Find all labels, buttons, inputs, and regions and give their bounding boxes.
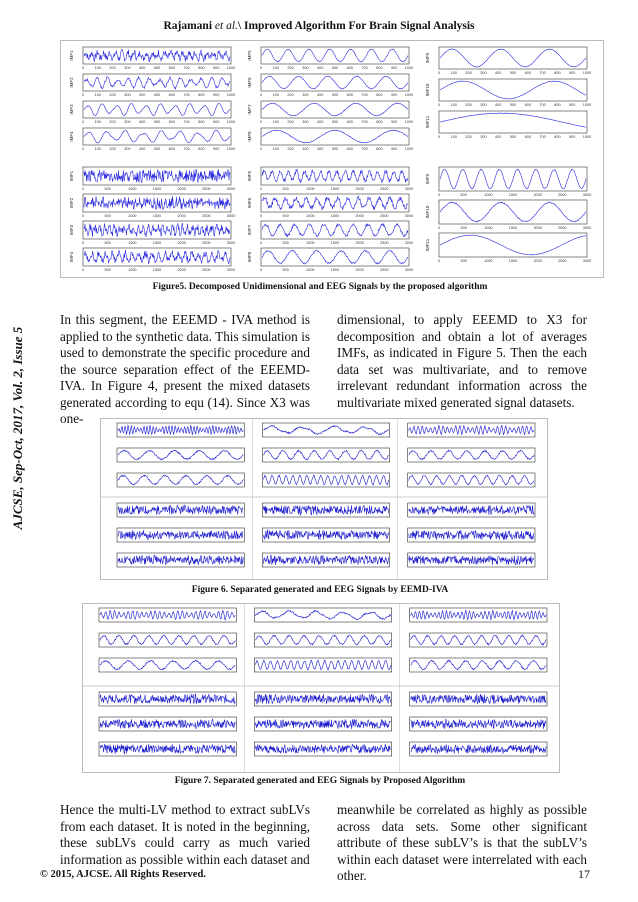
x-tick-label: 1000 xyxy=(306,268,315,272)
x-tick-label: 200 xyxy=(287,66,294,70)
x-tick-label: 3000 xyxy=(226,187,236,191)
imf-axis-label: IMF8 xyxy=(247,131,252,142)
figure6-caption: Figure 6. Separated generated and EEG Signals by EEMD-IVA xyxy=(191,585,449,595)
x-tick-label: 200 xyxy=(109,120,116,124)
x-tick-label: 900 xyxy=(569,135,576,139)
x-tick-label: 2000 xyxy=(177,268,186,272)
x-tick-label: 0 xyxy=(259,120,263,124)
plot-frame xyxy=(408,553,535,567)
x-tick-label: 2500 xyxy=(202,187,211,191)
x-tick-label: 1000 xyxy=(306,214,315,218)
x-tick-label: 500 xyxy=(104,268,111,272)
imf-axis-label: IMF4 xyxy=(69,251,74,263)
x-tick-label: 2500 xyxy=(380,241,389,245)
x-tick-label: 600 xyxy=(346,120,353,124)
x-tick-label: 800 xyxy=(376,147,383,151)
x-tick-label: 500 xyxy=(331,147,339,151)
x-tick-label: 700 xyxy=(183,147,190,151)
x-tick-label: 3000 xyxy=(582,193,592,197)
x-tick-label: 2000 xyxy=(355,268,364,272)
x-tick-label: 2000 xyxy=(177,241,186,245)
x-tick-label: 1000 xyxy=(226,147,236,151)
imf-axis-label: IMF6 xyxy=(247,197,252,209)
x-tick-label: 0 xyxy=(437,259,441,263)
x-tick-label: 300 xyxy=(302,147,309,151)
x-tick-label: 600 xyxy=(524,71,531,75)
x-tick-label: 2500 xyxy=(380,187,389,191)
x-tick-label: 200 xyxy=(109,147,116,151)
header-separator: \ xyxy=(237,20,242,32)
x-tick-label: 200 xyxy=(465,103,472,107)
x-tick-label: 300 xyxy=(124,120,131,124)
x-tick-label: 500 xyxy=(331,93,339,97)
x-tick-label: 400 xyxy=(139,120,146,124)
x-tick-label: 0 xyxy=(81,268,85,272)
x-tick-label: 300 xyxy=(302,120,309,124)
x-tick-label: 300 xyxy=(480,103,487,107)
journal-side-label: AJCSE, Sep-Oct, 2017, Vol. 2, Issue 5 xyxy=(10,326,25,530)
plot-frame xyxy=(117,448,244,462)
x-tick-label: 1500 xyxy=(508,193,518,197)
plot-frame xyxy=(439,111,587,133)
x-tick-label: 700 xyxy=(361,147,368,151)
x-tick-label: 400 xyxy=(495,135,502,139)
x-tick-label: 100 xyxy=(272,147,279,151)
x-tick-label: 400 xyxy=(317,93,324,97)
x-tick-label: 2500 xyxy=(558,226,567,230)
imf-axis-label: IMF10 xyxy=(425,205,430,219)
x-tick-label: 900 xyxy=(391,147,398,151)
imf-axis-label: IMF10 xyxy=(425,83,430,97)
x-tick-label: 200 xyxy=(287,93,294,97)
x-tick-label: 3000 xyxy=(404,187,414,191)
x-tick-label: 0 xyxy=(259,66,263,70)
x-tick-label: 600 xyxy=(346,93,353,97)
x-tick-label: 700 xyxy=(539,71,546,75)
x-tick-label: 500 xyxy=(509,135,517,139)
x-tick-label: 1500 xyxy=(508,226,518,230)
x-tick-label: 800 xyxy=(198,66,205,70)
x-tick-label: 2500 xyxy=(558,193,567,197)
x-tick-label: 3000 xyxy=(404,241,414,245)
x-tick-label: 200 xyxy=(287,147,294,151)
x-tick-label: 2500 xyxy=(380,214,389,218)
x-tick-label: 500 xyxy=(509,71,517,75)
x-tick-label: 1000 xyxy=(226,120,236,124)
x-tick-label: 900 xyxy=(213,93,220,97)
imf-axis-label: IMF5 xyxy=(247,50,252,61)
imf-axis-label: IMF5 xyxy=(247,170,252,182)
x-tick-label: 0 xyxy=(259,241,263,245)
header-etal: et al. xyxy=(214,20,238,32)
x-tick-label: 900 xyxy=(569,103,576,107)
x-tick-label: 500 xyxy=(282,268,289,272)
x-tick-label: 700 xyxy=(539,135,546,139)
x-tick-label: 1000 xyxy=(484,226,493,230)
x-tick-label: 400 xyxy=(139,66,146,70)
x-tick-label: 1000 xyxy=(404,66,414,70)
plot-frame xyxy=(99,658,236,672)
x-tick-label: 3000 xyxy=(226,268,236,272)
x-tick-label: 500 xyxy=(460,226,467,230)
x-tick-label: 600 xyxy=(168,147,175,151)
x-tick-label: 1500 xyxy=(152,187,162,191)
x-tick-label: 900 xyxy=(391,93,398,97)
x-tick-label: 100 xyxy=(450,135,457,139)
x-tick-label: 100 xyxy=(272,93,279,97)
x-tick-label: 900 xyxy=(213,147,220,151)
x-tick-label: 700 xyxy=(183,120,190,124)
x-tick-label: 1000 xyxy=(404,93,414,97)
x-tick-label: 500 xyxy=(282,214,289,218)
x-tick-label: 600 xyxy=(346,66,353,70)
x-tick-label: 2000 xyxy=(355,241,364,245)
x-tick-label: 400 xyxy=(139,147,146,151)
x-tick-label: 800 xyxy=(554,71,561,75)
imf-axis-label: IMF7 xyxy=(247,104,252,115)
figure7-image xyxy=(82,603,560,773)
x-tick-label: 0 xyxy=(81,66,85,70)
x-tick-label: 100 xyxy=(94,147,101,151)
x-tick-label: 700 xyxy=(361,66,368,70)
x-tick-label: 800 xyxy=(376,120,383,124)
x-tick-label: 0 xyxy=(81,120,85,124)
x-tick-label: 0 xyxy=(437,193,441,197)
x-tick-label: 1000 xyxy=(306,241,315,245)
x-tick-label: 800 xyxy=(198,120,205,124)
x-tick-label: 2500 xyxy=(380,268,389,272)
x-tick-label: 500 xyxy=(153,93,161,97)
imf-axis-label: IMF2 xyxy=(69,197,74,209)
x-tick-label: 500 xyxy=(104,187,111,191)
x-tick-label: 400 xyxy=(495,103,502,107)
x-tick-label: 300 xyxy=(480,135,487,139)
x-tick-label: 600 xyxy=(168,120,175,124)
x-tick-label: 500 xyxy=(104,214,111,218)
x-tick-label: 400 xyxy=(317,120,324,124)
x-tick-label: 400 xyxy=(495,71,502,75)
paragraph2-right: meanwhile be correlated as highly as possible across data sets. Some other significant attribute of these subLV’s is that the subLV’s within each dataset were interrelated with each other. xyxy=(337,802,587,883)
x-tick-label: 500 xyxy=(460,193,467,197)
x-tick-label: 500 xyxy=(153,120,161,124)
x-tick-label: 500 xyxy=(282,241,289,245)
paragraph1-left: In this segment, the EEEMD - IVA method is applied to the synthetic data. This simulation is used to demonstrate the specific procedure and the source separation effect of the EEEMD-IVA. In Figure 4, present the mixed datasets generated according to equ (14). Since X3 was one- xyxy=(60,312,310,426)
x-tick-label: 200 xyxy=(109,93,116,97)
x-tick-label: 700 xyxy=(361,120,368,124)
x-tick-label: 2500 xyxy=(202,268,211,272)
x-tick-label: 700 xyxy=(539,103,546,107)
x-tick-label: 2500 xyxy=(202,214,211,218)
x-tick-label: 1000 xyxy=(582,103,592,107)
x-tick-label: 200 xyxy=(109,66,116,70)
imf-axis-label: IMF11 xyxy=(425,115,430,129)
imf-axis-label: IMF9 xyxy=(425,52,430,64)
x-tick-label: 0 xyxy=(81,214,85,218)
imf-axis-label: IMF11 xyxy=(425,238,430,252)
x-tick-label: 2000 xyxy=(177,214,186,218)
x-tick-label: 100 xyxy=(272,66,279,70)
x-tick-label: 300 xyxy=(480,71,487,75)
x-tick-label: 700 xyxy=(361,93,368,97)
x-tick-label: 1000 xyxy=(404,147,414,151)
figure7-caption: Figure 7. Separated generated and EEG Signals by Proposed Algorithm xyxy=(174,776,466,786)
x-tick-label: 1000 xyxy=(484,193,493,197)
x-tick-label: 3000 xyxy=(582,226,592,230)
x-tick-label: 100 xyxy=(272,120,279,124)
imf-axis-label: IMF3 xyxy=(69,224,74,236)
x-tick-label: 2000 xyxy=(177,187,186,191)
x-tick-label: 600 xyxy=(168,93,175,97)
x-tick-label: 0 xyxy=(259,214,263,218)
x-tick-label: 2000 xyxy=(355,187,364,191)
x-tick-label: 900 xyxy=(213,66,220,70)
x-tick-label: 2000 xyxy=(533,259,542,263)
x-tick-label: 0 xyxy=(81,93,85,97)
x-tick-label: 500 xyxy=(153,66,161,70)
x-tick-label: 1000 xyxy=(128,268,137,272)
plot-frame xyxy=(408,528,535,542)
x-tick-label: 1000 xyxy=(306,187,315,191)
plot-frame xyxy=(262,528,389,542)
x-tick-label: 600 xyxy=(524,135,531,139)
x-tick-label: 1500 xyxy=(152,214,162,218)
header-title: Improved Algorithm For Brain Signal Analysis xyxy=(243,20,475,32)
figure5-plots xyxy=(61,41,603,277)
x-tick-label: 600 xyxy=(346,147,353,151)
x-tick-label: 300 xyxy=(302,93,309,97)
x-tick-label: 500 xyxy=(282,187,289,191)
x-tick-label: 300 xyxy=(302,66,309,70)
x-tick-label: 100 xyxy=(450,71,457,75)
x-tick-label: 500 xyxy=(509,103,517,107)
figure6-image xyxy=(100,418,548,580)
x-tick-label: 700 xyxy=(183,66,190,70)
x-tick-label: 800 xyxy=(554,135,561,139)
x-tick-label: 500 xyxy=(104,241,111,245)
x-tick-label: 0 xyxy=(81,147,85,151)
imf-axis-label: IMF8 xyxy=(247,251,252,263)
header-authors: Rajamani xyxy=(163,20,213,32)
x-tick-label: 300 xyxy=(124,147,131,151)
imf-axis-label: IMF9 xyxy=(425,173,430,185)
x-tick-label: 600 xyxy=(524,103,531,107)
x-tick-label: 1500 xyxy=(152,241,162,245)
x-tick-label: 200 xyxy=(465,135,472,139)
imf-axis-label: IMF7 xyxy=(247,224,252,236)
x-tick-label: 800 xyxy=(554,103,561,107)
paragraph1-right: dimensional, to apply EEEMD to X3 for decomposition and obtain a lot of averages IMFs, as indicated in Figure 5. Then the each data set was multivariate, and to remove irrelevant redundant information across the multivariate mixed generated signal datasets. xyxy=(337,312,587,410)
x-tick-label: 200 xyxy=(465,71,472,75)
footer-copyright: © 2015, AJCSE. All Rights Reserved. xyxy=(40,869,206,880)
x-tick-label: 900 xyxy=(391,66,398,70)
plot-frame xyxy=(439,79,587,101)
x-tick-label: 800 xyxy=(198,93,205,97)
x-tick-label: 500 xyxy=(331,66,339,70)
x-tick-label: 1500 xyxy=(330,268,340,272)
imf-axis-label: IMF2 xyxy=(69,77,74,88)
figure7-plots xyxy=(83,604,559,772)
x-tick-label: 3000 xyxy=(404,268,414,272)
x-tick-label: 800 xyxy=(198,147,205,151)
x-tick-label: 100 xyxy=(94,66,101,70)
x-tick-label: 100 xyxy=(450,103,457,107)
x-tick-label: 700 xyxy=(183,93,190,97)
x-tick-label: 2500 xyxy=(558,259,567,263)
x-tick-label: 500 xyxy=(153,147,161,151)
x-tick-label: 200 xyxy=(287,120,294,124)
running-header xyxy=(0,20,638,32)
x-tick-label: 0 xyxy=(437,226,441,230)
plot-frame xyxy=(261,167,409,185)
x-tick-label: 900 xyxy=(391,120,398,124)
x-tick-label: 3000 xyxy=(404,214,414,218)
x-tick-label: 1500 xyxy=(508,259,518,263)
imf-axis-label: IMF3 xyxy=(69,104,74,115)
x-tick-label: 3000 xyxy=(582,259,592,263)
page-number: 17 xyxy=(578,867,590,881)
x-tick-label: 1000 xyxy=(484,259,493,263)
x-tick-label: 1000 xyxy=(128,187,137,191)
paragraph2-left: Hence the multi-LV method to extract subLVs from each dataset. It is noted in the beginning, these subLVs could carry as much varied information as possible within each dataset and xyxy=(60,802,310,867)
x-tick-label: 400 xyxy=(317,66,324,70)
x-tick-label: 1500 xyxy=(330,241,340,245)
x-tick-label: 900 xyxy=(213,120,220,124)
x-tick-label: 300 xyxy=(124,66,131,70)
x-tick-label: 100 xyxy=(94,93,101,97)
x-tick-label: 1000 xyxy=(582,71,592,75)
x-tick-label: 900 xyxy=(569,71,576,75)
x-tick-label: 1000 xyxy=(226,66,236,70)
x-tick-label: 1000 xyxy=(226,93,236,97)
x-tick-label: 2000 xyxy=(355,214,364,218)
x-tick-label: 1500 xyxy=(152,268,162,272)
x-tick-label: 1500 xyxy=(330,214,340,218)
x-tick-label: 400 xyxy=(317,147,324,151)
figure6-plots xyxy=(101,419,547,579)
plot-frame xyxy=(261,248,409,266)
plot-frame xyxy=(83,248,231,266)
x-tick-label: 600 xyxy=(168,66,175,70)
x-tick-label: 0 xyxy=(81,187,85,191)
x-tick-label: 1000 xyxy=(404,120,414,124)
x-tick-label: 800 xyxy=(376,66,383,70)
x-tick-label: 2000 xyxy=(533,193,542,197)
x-tick-label: 800 xyxy=(376,93,383,97)
imf-axis-label: IMF6 xyxy=(247,77,252,88)
x-tick-label: 0 xyxy=(437,71,441,75)
x-tick-label: 500 xyxy=(460,259,467,263)
x-tick-label: 3000 xyxy=(226,241,236,245)
figure5-caption: Figure5. Decomposed Unidimensional and EEG Signals by the proposed algorithm xyxy=(152,282,488,292)
plot-frame xyxy=(117,503,244,517)
imf-axis-label: IMF1 xyxy=(69,170,74,182)
x-tick-label: 0 xyxy=(259,147,263,151)
x-tick-label: 0 xyxy=(259,268,263,272)
x-tick-label: 0 xyxy=(259,93,263,97)
x-tick-label: 300 xyxy=(124,93,131,97)
x-tick-label: 2000 xyxy=(533,226,542,230)
imf-axis-label: IMF1 xyxy=(69,50,74,61)
figure5-image xyxy=(60,40,604,278)
x-tick-label: 0 xyxy=(81,241,85,245)
x-tick-label: 1000 xyxy=(582,135,592,139)
x-tick-label: 400 xyxy=(139,93,146,97)
x-tick-label: 100 xyxy=(94,120,101,124)
x-tick-label: 500 xyxy=(331,120,339,124)
imf-axis-label: IMF4 xyxy=(69,131,74,142)
x-tick-label: 0 xyxy=(437,103,441,107)
x-tick-label: 3000 xyxy=(226,214,236,218)
x-tick-label: 1000 xyxy=(128,214,137,218)
x-tick-label: 2500 xyxy=(202,241,211,245)
x-tick-label: 0 xyxy=(259,187,263,191)
x-tick-label: 1000 xyxy=(128,241,137,245)
x-tick-label: 1500 xyxy=(330,187,340,191)
x-tick-label: 0 xyxy=(437,135,441,139)
